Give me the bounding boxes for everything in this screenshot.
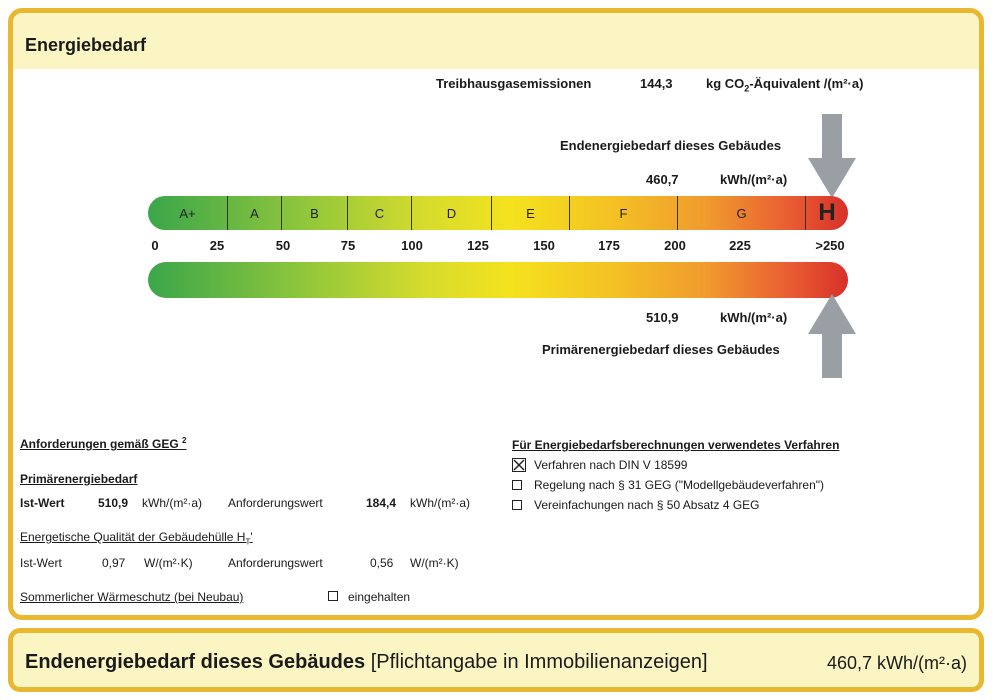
primary-ist-value: 510,9: [98, 496, 129, 510]
footer-value: 460,7 kWh/(m²·a): [826, 653, 967, 673]
class-h: H: [818, 199, 836, 226]
requirements-heading: Anforderungen gemäß GEG $^2$: [20, 436, 187, 451]
primary-req-label: Anforderungswert: [228, 496, 323, 510]
end-energy-value: 460,7: [646, 172, 679, 187]
emissions-value: 144,3: [640, 76, 673, 91]
class-a-plus: A+: [148, 196, 228, 230]
tick-label: 225: [729, 238, 751, 253]
footer-note: [Pflichtangabe in Immobilienanzeigen]: [370, 651, 708, 673]
class-c: C: [348, 196, 412, 230]
primary-energy-unit: kWh/(m²·a): [720, 310, 788, 325]
primary-req-unit: kWh/(m²·a): [410, 496, 470, 510]
tick-label: 200: [664, 238, 686, 253]
method-option-simplified-label: Vereinfachungen nach § 50 Absatz 4 GEG: [534, 498, 760, 512]
checkmark-x-icon: [513, 459, 525, 471]
envelope-ist-value: 0,97: [102, 556, 126, 570]
summer-checkbox-label: eingehalten: [348, 590, 411, 604]
tick-label: 125: [467, 238, 489, 253]
tick-label: 0: [151, 238, 159, 253]
mandatory-info-band: [8, 628, 984, 692]
summer-protection-checkbox[interactable]: [328, 591, 338, 601]
tick-label: 50: [275, 238, 291, 253]
class-d: D: [412, 196, 492, 230]
footer-label: Endenergiebedarf dieses Gebäudes [Pflichtangabe in Immobilienanzeigen]: [25, 651, 708, 673]
method-option-din-checkbox[interactable]: [512, 458, 526, 472]
class-f: F: [570, 196, 678, 230]
method-option-din-label: Verfahren nach DIN V 18599: [534, 458, 688, 472]
panel-title: Energiebedarf: [25, 35, 147, 55]
primary-demand-heading: Primärenergiebedarf: [20, 472, 138, 486]
tick-label: >250: [815, 238, 845, 253]
primary-ist-unit: kWh/(m²·a): [142, 496, 202, 510]
tick-label: 75: [340, 238, 356, 253]
emissions-label: Treibhausgasemissionen: [436, 76, 592, 91]
energy-scale-bar: [148, 196, 848, 230]
end-energy-unit: kWh/(m²·a): [720, 172, 788, 187]
emissions-unit: kg $CO_2$-Äquivalent /(m²·a): [706, 76, 864, 94]
envelope-ist-unit: W/(m²·K): [144, 556, 193, 570]
class-b: B: [282, 196, 348, 230]
primary-ist-label: Ist-Wert: [20, 496, 65, 510]
class-a: A: [228, 196, 282, 230]
end-energy-label: Endenergiebedarf dieses Gebäudes: [560, 138, 782, 153]
class-g: G: [678, 196, 806, 230]
method-heading: Für Energiebedarfsberechnungen verwendetes Verfahren: [512, 438, 840, 452]
title-band: [13, 13, 979, 69]
summer-protection-label: Sommerlicher Wärmeschutz (bei Neubau): [20, 590, 244, 604]
primary-energy-arrow-up-icon: [808, 294, 856, 378]
primary-energy-label: Primärenergiebedarf dieses Gebäudes: [542, 342, 780, 357]
primary-energy-value: 510,9: [646, 310, 679, 325]
tick-label: 175: [598, 238, 620, 253]
envelope-req-value: 0,56: [370, 556, 394, 570]
tick-label: 25: [209, 238, 225, 253]
end-energy-arrow-down-icon: [808, 114, 856, 198]
primary-energy-scale-bar: [148, 262, 848, 298]
method-option-simplified-checkbox[interactable]: [512, 500, 522, 510]
envelope-heading: Energetische Qualität der Gebäudehülle $H_T'$: [20, 530, 253, 547]
method-option-model-checkbox[interactable]: [512, 480, 522, 490]
tick-label: 100: [401, 238, 423, 253]
envelope-ist-label: Ist-Wert: [20, 556, 62, 570]
envelope-req-label: Anforderungswert: [228, 556, 323, 570]
method-option-model-label: Regelung nach § 31 GEG ("Modellgebäudeverfahren"): [534, 478, 825, 492]
envelope-req-unit: W/(m²·K): [410, 556, 459, 570]
primary-req-value: 184,4: [366, 496, 397, 510]
tick-label: 150: [533, 238, 555, 253]
class-e: E: [492, 196, 570, 230]
